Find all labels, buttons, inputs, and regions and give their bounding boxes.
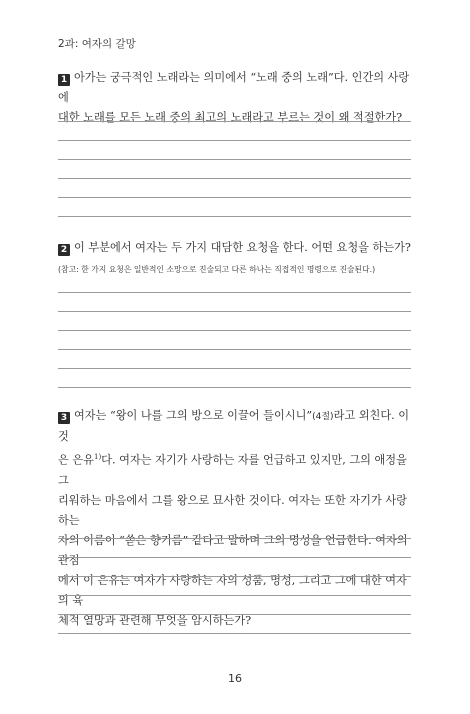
question-3-line-4: 자의 이름이 “쏟은 향기름” 같다고 말하며 그의 명성을 언급한다. 여자의 관점	[58, 533, 408, 567]
answer-line[interactable]	[58, 121, 411, 122]
answer-line[interactable]	[58, 614, 411, 615]
question-3	[58, 406, 412, 631]
answer-line[interactable]	[58, 178, 411, 179]
answer-line[interactable]	[58, 368, 411, 369]
question-1	[58, 68, 412, 128]
question-2-note: (참고: 한 가지 요청은 일반적인 소망으로 진술되고 다른 하나는 직접적인 명령으로 진술된다.)	[58, 265, 376, 274]
chapter-header: 2과: 여자의 갈망	[58, 38, 136, 50]
question-2-line-1: 2 이 부분에서 여자는 두 가지 대담한 요청을 한다. 어떤 요청을 하는가?	[58, 238, 412, 258]
question-number-badge: 3	[58, 412, 70, 424]
question-3-line-1: 3 여자는 “왕이 나를 그의 방으로 이끌어 들이시니”(4절)라고 외친다. 이것	[58, 409, 410, 443]
answer-line[interactable]	[58, 292, 411, 293]
answer-line[interactable]	[58, 633, 411, 634]
verse-reference: (4절)	[312, 412, 334, 422]
answer-line[interactable]	[58, 557, 411, 558]
answer-line[interactable]	[58, 216, 411, 217]
answer-line[interactable]	[58, 595, 411, 596]
question-3-line-6: 체적 열망과 관련해 무엇을 암시하는가?	[58, 613, 252, 627]
answer-line[interactable]	[58, 576, 411, 577]
footnote-mark[interactable]: 1)	[93, 453, 102, 461]
answer-line[interactable]	[58, 197, 411, 198]
question-2	[58, 238, 412, 258]
question-3-line-2: 은 은유$^{1)}$다. 여자는 자기가 사랑하는 자를 언급하고 있지만, 그의 애정을 그	[58, 453, 407, 487]
answer-line[interactable]	[58, 311, 411, 312]
answer-line[interactable]	[58, 159, 411, 160]
question-3-line-3: 리워하는 마음에서 그를 왕으로 묘사한 것이다. 여자는 또한 자기가 사랑하는	[58, 493, 407, 527]
answer-line[interactable]	[58, 387, 411, 388]
answer-line[interactable]	[58, 330, 411, 331]
question-1-line-1: 1 아가는 궁극적인 노래라는 의미에서 “노래 중의 노래”다. 인간의 사랑에	[58, 71, 410, 104]
page-number: 16	[228, 672, 242, 685]
answer-line[interactable]	[58, 538, 411, 539]
question-number-badge: 1	[58, 74, 70, 86]
question-3-line-5: 에서 이 은유는 여자가 사랑하는 자의 성품, 명성, 그리고 그에 대한 여자의 육	[58, 573, 407, 607]
answer-line[interactable]	[58, 140, 411, 141]
answer-line[interactable]	[58, 349, 411, 350]
question-1-line-2: 대한 노래를 모든 노래 중의 최고의 노래라고 부르는 것이 왜 적절한가?	[58, 111, 403, 124]
question-number-badge: 2	[58, 244, 70, 256]
